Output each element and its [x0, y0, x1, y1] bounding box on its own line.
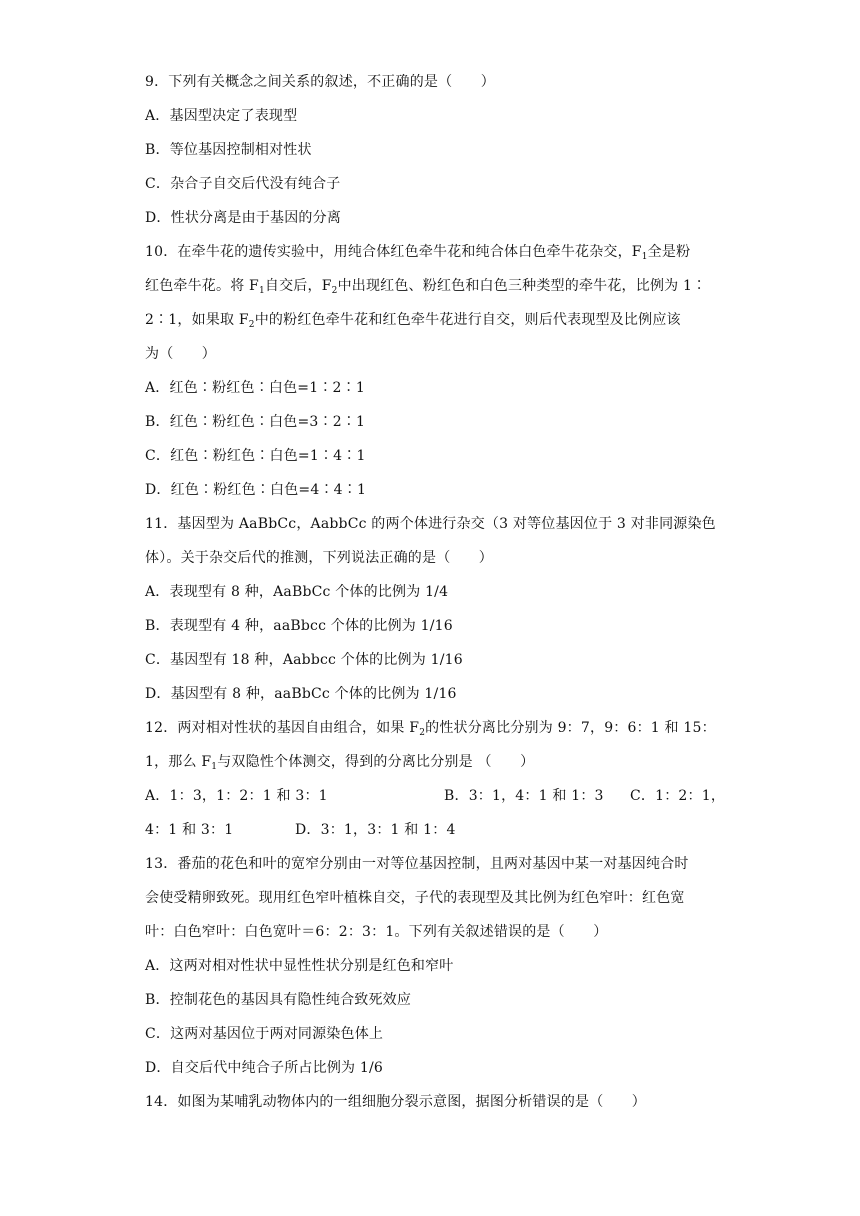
q10-stem-line-2 [145, 276, 706, 296]
q11-stem-line-2: 体）。关于杂交后代的推测，下列说法正确的是（ ） [145, 550, 493, 566]
q10-stem-line-4: 为（ ） [145, 346, 216, 362]
q10-text: 红色牵牛花。将 F [145, 278, 259, 294]
q13-option-c: C．这两对基因位于两对同源染色体上 [145, 1026, 384, 1042]
q10-text: 中出现红色、粉红色和白色三种类型的牵牛花，比例为 1∶ [337, 278, 707, 294]
q10-option-a: A．红色∶粉红色∶白色=1∶2∶1 [145, 380, 365, 396]
q9-stem: 9．下列有关概念之间关系的叙述，不正确的是（ ） [145, 74, 495, 90]
subscript: 1 [641, 252, 648, 262]
q9-option-a: A．基因型决定了表现型 [145, 108, 298, 124]
q11-option-d: D．基因型有 8 种，aaBbCc 个体的比例为 1/16 [145, 686, 457, 702]
q12-text: 1，那么 F [145, 754, 212, 770]
q13-stem-line-3: 叶：白色窄叶：白色宽叶＝6：2：3：1。下列有关叙述错误的是（ ） [145, 924, 608, 940]
q13-stem-line-2: 会使受精卵致死。现用红色窄叶植株自交，子代的表现型及其比例为红色窄叶：红色宽 [145, 890, 685, 906]
q10-text: 全是粉 [647, 244, 691, 260]
subscript: 1 [211, 762, 218, 772]
q10-text: 自交后，F [264, 278, 332, 294]
q12-option-c-part-1: C．1：2：1， [630, 788, 726, 804]
q10-stem-line-3 [145, 310, 681, 330]
q10-stem-line-1 [145, 242, 690, 262]
subscript: 2 [248, 320, 255, 330]
q12-option-b: B．3：1，4：1 和 1：3 [444, 788, 604, 804]
q9-option-d: D．性状分离是由于基因的分离 [145, 210, 342, 226]
subscript: 1 [258, 286, 265, 296]
q12-text: 12．两对相对性状的基因自由组合，如果 F [145, 720, 420, 736]
q10-option-c: C．红色∶粉红色∶白色=1∶4∶1 [145, 448, 366, 464]
q10-text: 中的粉红色牵牛花和红色牵牛花进行自交，则后代表现型及比例应该 [254, 312, 681, 328]
q9-option-b: B．等位基因控制相对性状 [145, 142, 312, 158]
q13-option-a: A．这两对相对性状中显性性状分别是红色和窄叶 [145, 958, 454, 974]
q13-stem-line-1: 13．番茄的花色和叶的宽窄分别由一对等位基因控制，且两对基因中某一对基因纯合时 [145, 856, 689, 872]
q10-text: 2∶1，如果取 F [145, 312, 249, 328]
q11-option-b: B．表现型有 4 种，aaBbcc 个体的比例为 1/16 [145, 618, 453, 634]
q14-stem-line-1: 14．如图为某哺乳动物体内的一组细胞分裂示意图，据图分析错误的是（ ） [145, 1094, 647, 1110]
subscript: 2 [331, 286, 338, 296]
q12-option-d: D．3：1，3：1 和 1：4 [295, 822, 456, 838]
q12-text: 的性状分离比分别为 9：7，9：6：1 和 15： [425, 720, 716, 736]
q13-option-d: D．自交后代中纯合子所占比例为 1/6 [145, 1060, 384, 1076]
q12-option-c-part-2: 4：1 和 3：1 [145, 822, 234, 838]
q10-option-d: D．红色∶粉红色∶白色=4∶4∶1 [145, 482, 367, 498]
q9-option-c: C．杂合子自交后代没有纯合子 [145, 176, 341, 192]
q12-text: 与双隐性个体测交，得到的分离比分别是 （ ） [217, 754, 535, 770]
q10-text: 10．在牵牛花的遗传实验中，用纯合体红色牵牛花和纯合体白色牵牛花杂交，F [145, 244, 642, 260]
q11-option-a: A．表现型有 8 种，AaBbCc 个体的比例为 1/4 [145, 584, 449, 600]
q12-option-a: A．1：3，1：2：1 和 3：1 [145, 788, 328, 804]
q11-stem-line-1: 11．基因型为 AaBbCc，AabbCc 的两个体进行杂交（3 对等位基因位于 3 对非同源染色 [145, 516, 716, 532]
subscript: 2 [419, 728, 426, 738]
q10-option-b: B．红色∶粉红色∶白色=3∶2∶1 [145, 414, 366, 430]
q11-option-c: C．基因型有 18 种，Aabbcc 个体的比例为 1/16 [145, 652, 463, 668]
q12-stem-line-1 [145, 718, 716, 738]
q12-stem-line-2 [145, 752, 534, 772]
q13-option-b: B．控制花色的基因具有隐性纯合致死效应 [145, 992, 412, 1008]
